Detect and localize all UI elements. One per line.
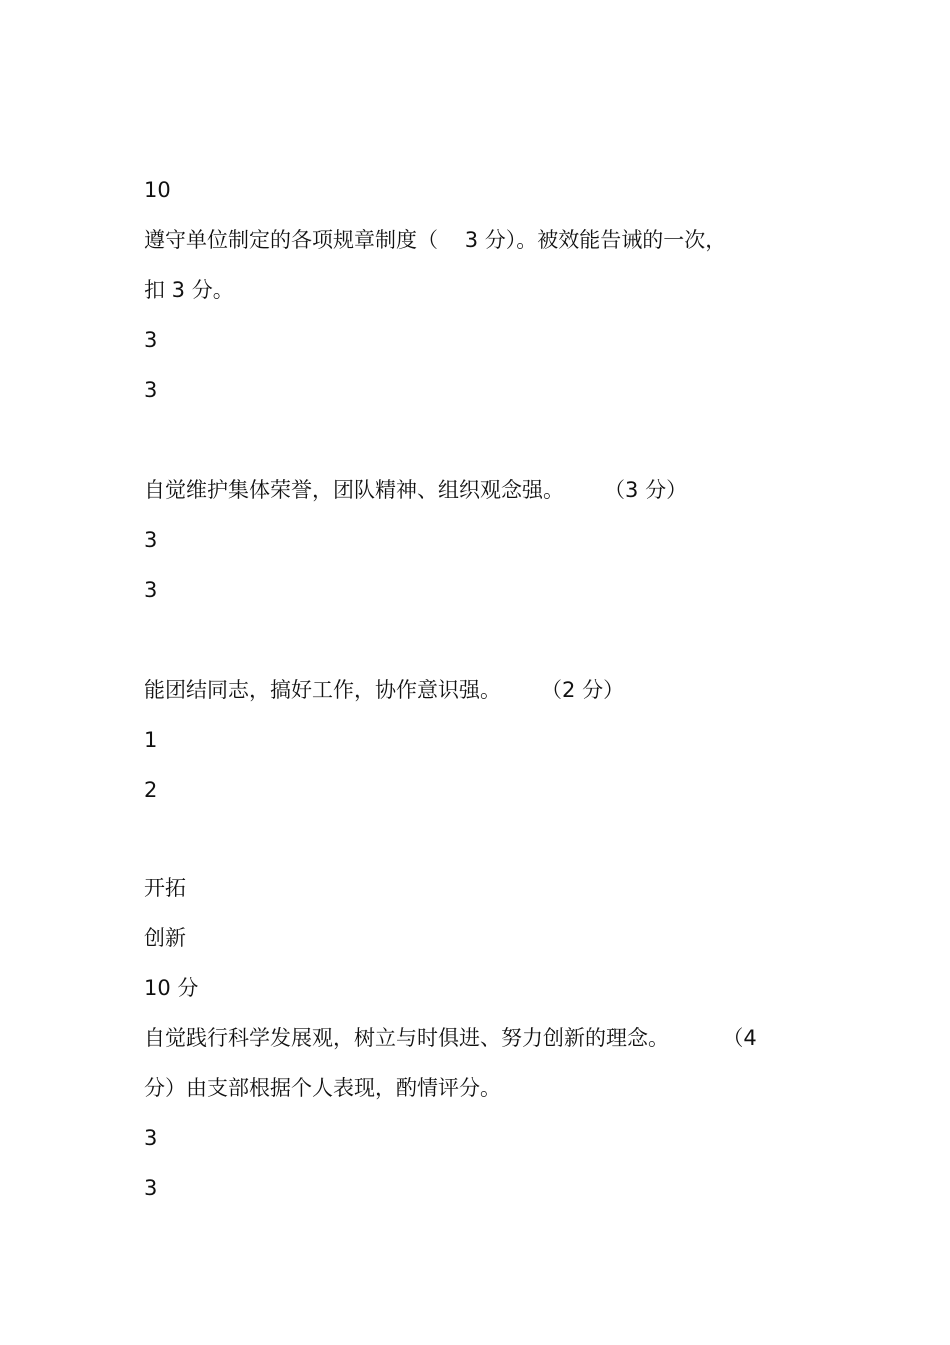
text-line: 3	[144, 578, 158, 602]
text-line: 2	[144, 778, 158, 802]
text-line: 10	[144, 178, 171, 202]
text-line: 3	[144, 328, 158, 352]
text-line: 分）由支部根据个人表现，酌情评分。	[144, 1076, 501, 1100]
text-line: 扣 3 分。	[144, 278, 234, 302]
text-line: 自觉维护集体荣誉，团队精神、组织观念强。 （3 分）	[144, 478, 688, 502]
text-line: 开拓	[144, 876, 186, 900]
text-line: 能团结同志，搞好工作，协作意识强。 （2 分）	[144, 678, 625, 702]
text-line: 自觉践行科学发展观，树立与时俱进、努力创新的理念。 （4	[144, 1026, 757, 1050]
text-line: 1	[144, 728, 158, 752]
text-line: 3	[144, 1176, 158, 1200]
text-line: 3	[144, 1126, 158, 1150]
text-line: 3	[144, 528, 158, 552]
text-line: 10 分	[144, 976, 199, 1000]
text-line: 遵守单位制定的各项规章制度（ 3 分）。被效能告诫的一次，	[144, 228, 727, 252]
text-line: 3	[144, 378, 158, 402]
text-line: 创新	[144, 926, 186, 950]
